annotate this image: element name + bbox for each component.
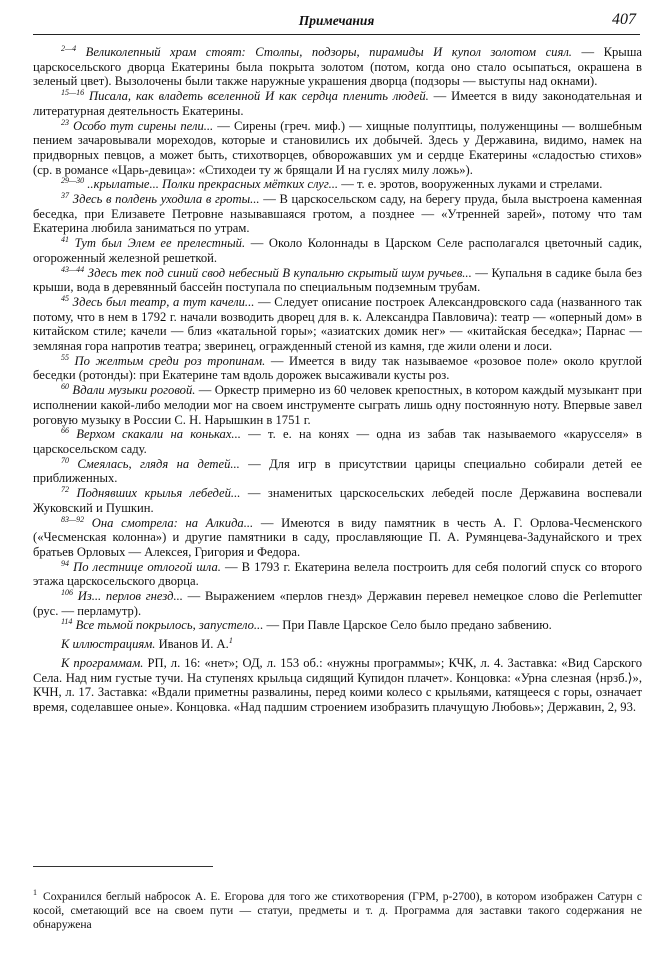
quoted-line: Смеялась, глядя на детей... xyxy=(77,456,240,471)
note-entry xyxy=(33,354,642,383)
line-number: 55 xyxy=(61,352,69,362)
note-entry xyxy=(33,119,642,178)
note-text: — Около Колоннады в Царском Селе располагался цветочный садик, огороженный железной решеткой. xyxy=(33,236,642,265)
line-number: 2—4 xyxy=(61,43,77,53)
note-text: — Следует описание построек Александровского сада (названного так потому, что в нем в 1792 г. начали возводить дворец для в. к. Александра Павловича): театр — «оперный дом» в китайском стиле; качели — близ «катальной горы»; «азиатских домик нег» — «китайская беседка»; Парнас — земляная гора напротив театра; зверинец, огражденный стеной из камня, где жили олени и лоси. xyxy=(33,294,642,354)
note-text: — Крыша царскосельского дворца Екатерины была покрыта золотом (потом, когда оно стало осыпаться, окрашена в зеленый цвет). Вызолочены были также наружные украшения дворца (подзоры — выступы над окнами). xyxy=(33,45,643,89)
note-text: — Сирены (греч. миф.) — хищные полуптицы, полуженщины — волшебным пением зачаровывали мореходов, которые и становились их добычей. Здесь у Державина, видимо, намек на придворных певцов, а может быть, стихотворцев, обворожавших ум и сердце Екатерины «сладостью стихов» (ср. в романсе «Царь-девица»: «Стиходеи ту ж брящали И на гуслях милу ложь»). xyxy=(33,118,643,177)
programs-text: РП, л. 16: «нет»; ОД, л. 153 об.: «нужны программы»; КЧК, л. 4. Заставка: «Вид Сарского Села. Над ним густые тучи. На ступенях крыльца сидящий Купидон плачет». Концовка: «Урна слезная ⟨нрзб.⟩», КЧН, л. 17. Заставка: «Вдали приметны развалины, перед коими колесо с крыльями, катящееся с горы, означает время, соделавшее оные». Концовка. «Над падшим строением изобразить плачущую Любовь»; Державин, 2, 93. xyxy=(33,655,643,714)
footnote-divider xyxy=(33,866,213,867)
quoted-line: Поднявших крылья лебедей... xyxy=(76,486,241,501)
illustrations-label: К иллюстрациям. xyxy=(61,637,156,652)
quoted-line: Она смотрела: на Алкида... xyxy=(91,515,254,530)
running-header xyxy=(33,10,640,35)
illustrations-text: Иванов И. А. xyxy=(155,637,229,652)
line-number: 70 xyxy=(61,455,69,465)
footnote-ref: 1 xyxy=(228,635,233,645)
line-number: 43—44 xyxy=(61,264,85,274)
notes-body xyxy=(33,45,642,715)
note-text: — т. е. на конях — одна из забав так называемого «карусселя» в царскосельском саду. xyxy=(33,427,642,456)
page-number: 407 xyxy=(612,11,636,28)
note-entry xyxy=(33,177,642,192)
note-entry xyxy=(33,560,642,589)
quoted-line: Здесь был театр, а тут качели... xyxy=(72,294,255,309)
footnote-text: Сохранился беглый набросок А. Е. Егорова для того же стихотворения (ГРМ, р-2700), в котором изображен Сатурн с косой, сметающий все на своем пути — статуи, предметы и т. д. Программа для заставки такого содержания не обнаружена xyxy=(33,889,642,931)
note-text: — В 1793 г. Екатерина велела построить для себя пологий спуск со второго этажа царскосельского дворца. xyxy=(33,559,642,589)
line-number: 60 xyxy=(61,381,69,391)
quoted-line: Здесь в полдень уходила в гроты... xyxy=(72,192,260,207)
note-entry xyxy=(33,295,642,354)
quoted-line: По лестнице отлогой шла. xyxy=(73,559,221,574)
line-number: 45 xyxy=(61,293,69,303)
quoted-line: Вдали музыки роговой. xyxy=(72,383,196,398)
note-entry xyxy=(33,383,642,427)
note-entry xyxy=(33,618,642,633)
line-number: 94 xyxy=(61,558,69,568)
note-text: — При Павле Царское Село было предано забвению. xyxy=(263,618,552,633)
note-text: — Купальня в садике была без крыши, вода в деревянный бассейн поступала по специальным подземным трубам. xyxy=(33,265,642,295)
notes-list xyxy=(33,45,642,633)
note-text: — Для игр в присутствии царицы специально собирали детей ее приближенных. xyxy=(33,456,642,486)
note-entry xyxy=(33,516,642,560)
line-number: 114 xyxy=(61,617,73,627)
footnote xyxy=(33,886,642,932)
quoted-line: Писала, как владеть вселенной И как сердца пленить людей. xyxy=(89,89,429,104)
note-text: — Имеется в виду законодательная и литературная деятельность Екатерины. xyxy=(33,89,643,118)
note-text: — т. е. эротов, вооруженных луками и стрелами. xyxy=(338,177,603,192)
line-number: 23 xyxy=(61,117,69,127)
note-entry xyxy=(33,486,642,515)
note-entry xyxy=(33,427,642,456)
line-number: 83—92 xyxy=(61,514,85,524)
quoted-line: Великолепный храм стоят: Столпы, подзоры, пирамиды И купол золотом сиял. xyxy=(85,45,572,59)
line-number: 72 xyxy=(61,484,69,494)
illustrations-note xyxy=(33,637,642,652)
quoted-line: По желтым среди роз тропинам. xyxy=(74,353,266,368)
note-text: — Выражением «перлов гнезд» Державин перевел немецкое слово die Perlemutter (рус. — перламутр). xyxy=(33,589,642,618)
quoted-line: Верхом скакали на коньках... xyxy=(76,427,241,442)
quoted-line: Из... перлов гнезд... xyxy=(77,589,183,604)
line-number: 29—30 xyxy=(61,176,85,186)
note-text: — В царскосельском саду, на берегу пруда, была выстроена каменная беседка, при Елизавете Петровне называвшаяся гротом, а позднее — «Утренней зарей», потому что там Екатерина любила заниматься по утрам. xyxy=(33,192,642,236)
note-entry xyxy=(33,457,642,486)
programs-label: К программам. xyxy=(61,655,144,670)
quoted-line: Здесь тек под синий свод небесный В купальню скрытый шум ручьев... xyxy=(87,265,472,280)
line-number: 106 xyxy=(61,587,73,597)
note-text: — Имеется в виду так называемое «розовое поле» около круглой беседки (ротонды): при Екатерине там вдоль дорожек высаживали кусты роз. xyxy=(33,353,642,383)
quoted-line: ..крылатые... Полки прекрасных мётких слуг... xyxy=(87,177,339,192)
note-entry xyxy=(33,236,642,265)
line-number: 37 xyxy=(61,190,69,200)
line-number: 66 xyxy=(61,426,69,436)
note-text: — знаменитых царскосельских лебедей после Державина воспевали Жуковский и Пушкин. xyxy=(33,486,643,515)
note-text: — Оркестр примерно из 60 человек крепостных, в котором каждый музыкант при исполнении какой-либо мелодии мог на своем инструменте сыграть лишь одну постоянную ноту. Впервые завел роговую музыку в России С. Н. Нарышкин в 1751 г. xyxy=(33,383,642,427)
quoted-line: Особо тут сирены пели... xyxy=(73,118,214,133)
quoted-line: Тут был Элем ее прелестный. xyxy=(74,236,246,251)
note-entry xyxy=(33,89,642,118)
note-entry xyxy=(33,192,642,236)
header-title: Примечания xyxy=(298,13,375,28)
note-text: — Имеются в виду памятник в честь А. Г. Орлова-Чесменского («Чесменская колонна») и другие памятники в саду, прославляющие П. А. Румянцева-Задунайского и трех братьев Орловых — Алексея, Григория и Федора. xyxy=(33,515,642,559)
note-entry xyxy=(33,266,642,295)
line-number: 15—16 xyxy=(61,87,85,97)
quoted-line: Все тьмой покрылось, запустело... xyxy=(75,618,264,633)
line-number: 41 xyxy=(61,234,69,244)
note-entry xyxy=(33,589,642,618)
programs-note xyxy=(33,656,642,715)
footnote-mark: 1 xyxy=(33,888,37,897)
note-entry xyxy=(33,45,642,89)
